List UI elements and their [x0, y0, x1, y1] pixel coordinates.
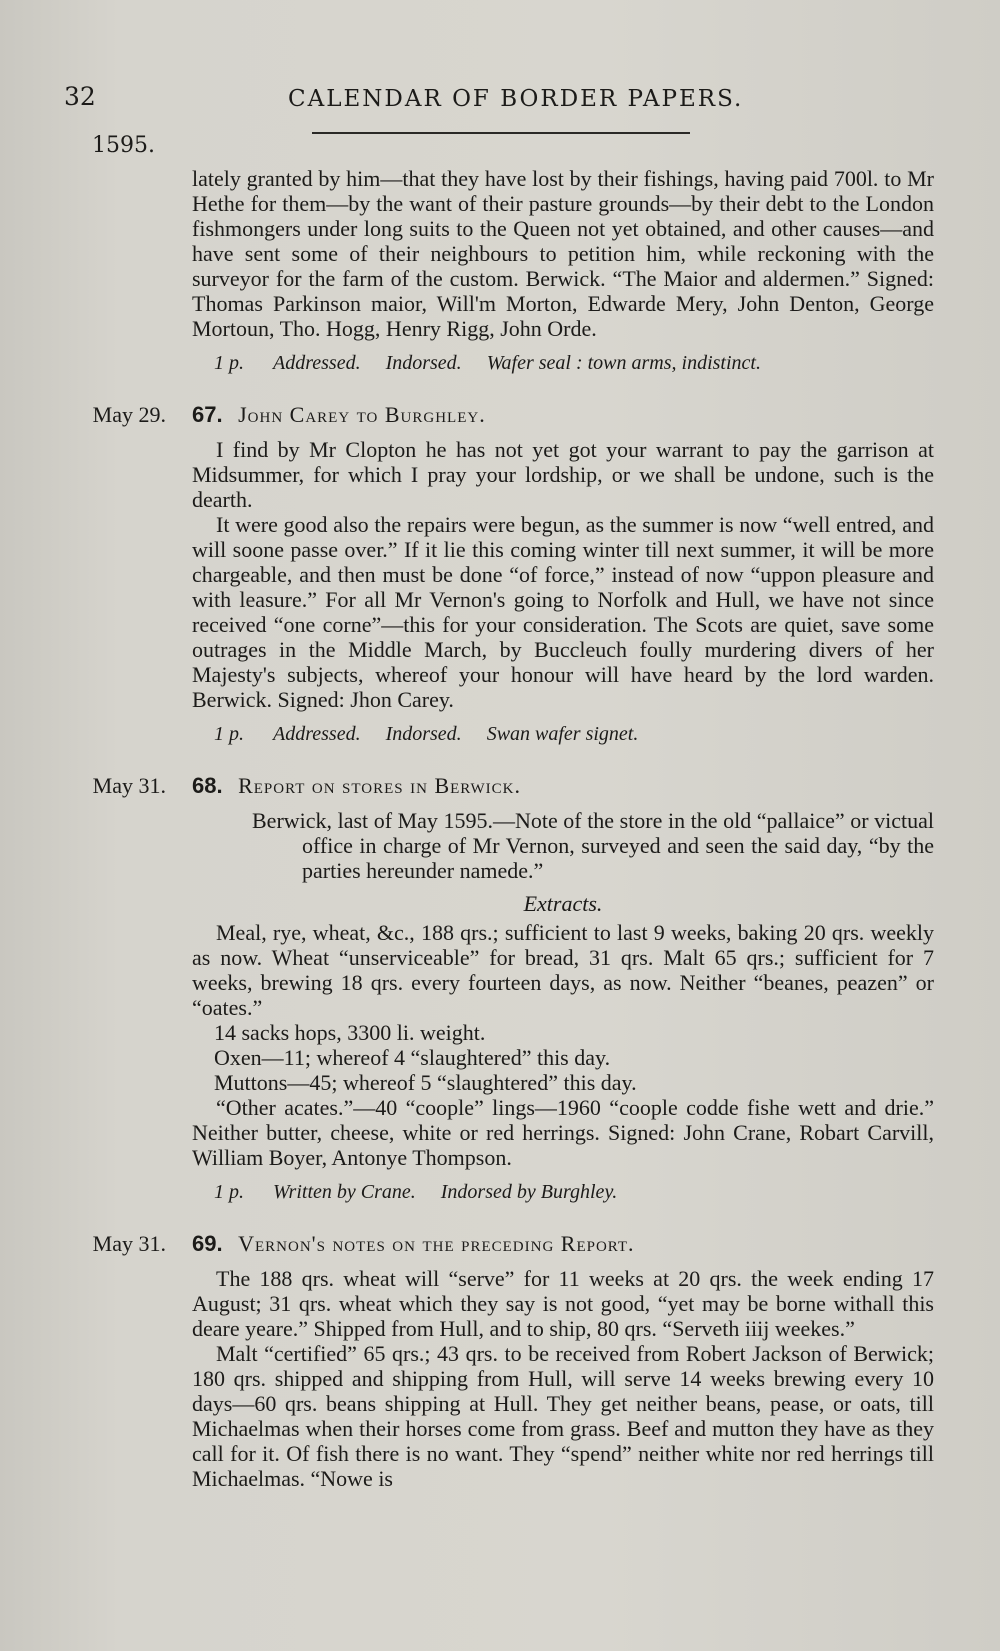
note-item: Indorsed.: [385, 352, 462, 374]
note-item: Swan wafer signet.: [486, 723, 639, 745]
entry-title: Vernon's notes on the preceding Report.: [238, 1231, 635, 1256]
note-item: Indorsed.: [385, 723, 462, 745]
note-item: Addressed.: [273, 352, 361, 374]
calendar-entry: [92, 402, 934, 747]
continuation-paragraph: lately granted by him—that they have lost by their fishings, having paid 700l. to Mr Hethe for them—by the want of their pasture grounds—by their debt to the London fishmongers under long suits to the Queen not yet obtained, and other causes—and have sent some of their neighbours to petition him, while reckoning with the surveyor for the farm of the custom. Berwick. “The Maior and aldermen.” Signed: Thomas Parkinson maior, Will'm Morton, Edwarde Mery, John Denton, George Mortoun, Tho. Hogg, Henry Rigg, John Orde.: [192, 166, 934, 341]
entry-number: 68.: [192, 773, 223, 798]
entry-paragraph: “Other acates.”—40 “coople” lings—1960 “coople codde fishe wett and drie.” Neither butter, cheese, white or red herrings. Signed: John Crane, Robart Carvill, William Boyer, Antonye Thompson.: [192, 1095, 934, 1170]
note-item: Indorsed by Burghley.: [440, 1181, 618, 1203]
inventory-line: 14 sacks hops, 3300 li. weight.: [214, 1020, 486, 1045]
calendar-entry: [92, 1231, 934, 1491]
inventory-line: Muttons—45; whereof 5 “slaughtered” this day.: [214, 1070, 637, 1095]
entry-paragraph: The 188 qrs. wheat will “serve” for 11 weeks at 20 qrs. the week ending 17 August; 31 qrs. wheat which they say is not good, “yet may be borne withall this deare yeare.” Shipped from Hull, and to ship, 80 qrs. “Serveth iiij weekes.”: [192, 1266, 934, 1341]
entry-title: Report on stores in Berwick.: [238, 773, 521, 798]
entry-date: May 31.: [92, 773, 166, 798]
document-note: [214, 1180, 934, 1205]
entry-paragraph: It were good also the repairs were begun, as the summer is now “well entred, and will soone passe over.” If it lie this coming winter till next summer, it will be more chargeable, and then must be done “of force,” instead of now “uppon pleasure and with leasure.” For all Mr Vernon's going to Norfolk and Hull, we have not since received “one corne”—this for your consideration. The Scots are quiet, save some outrages in the Middle March, by Buccleuch foully murdering divers of her Majesty's subjects, whereof your honour will have heard by the lord warden. Berwick. Signed: Jhon Carey.: [192, 512, 934, 712]
note-item: Addressed.: [273, 723, 361, 745]
entry-paragraph: Malt “certified” 65 qrs.; 43 qrs. to be received from Robert Jackson of Berwick; 180 qrs. shipped and shipping from Hull, will serve 14 weeks brewing every 10 days—60 qrs. beans shipping at Hull. They get neither beans, pease, or oats, till Michaelmas when their horses come from grass. Beef and mutton they have as they call for it. Of fish there is no want. They “spend” neither white nor red herrings till Michaelmas. “Nowe is: [192, 1341, 934, 1491]
document-note: [214, 351, 934, 376]
entry-paragraph: Meal, rye, wheat, &c., 188 qrs.; sufficient to last 9 weeks, baking 20 qrs. weekly as now. Wheat “unserviceable” for bread, 31 qrs. Malt 65 qrs.; sufficient for 7 weeks, brewing 18 qrs. every fourteen days, as now. Neither “beanes, peazen” or “oates.”: [192, 920, 934, 1020]
inventory-line: Oxen—11; whereof 4 “slaughtered” this day.: [214, 1045, 611, 1070]
page-header: [58, 82, 940, 122]
document-note: [214, 722, 934, 747]
entry-number: 69.: [192, 1231, 223, 1256]
note-pages: 1 p.: [214, 723, 244, 745]
page-number: 32: [64, 82, 96, 111]
calendar-entry: [92, 773, 934, 1205]
entry-heading: [192, 1231, 934, 1256]
header-rule: [312, 132, 690, 134]
note-item: Written by Crane.: [273, 1181, 416, 1203]
entry-title: John Carey to Burghley.: [238, 402, 486, 427]
note-item: Wafer seal : town arms, indistinct.: [486, 352, 761, 374]
entry-heading: [192, 402, 934, 427]
margin-year: 1595.: [92, 133, 155, 158]
entry-date: May 31.: [92, 1231, 166, 1256]
running-head: CALENDAR OF BORDER PAPERS.: [288, 86, 744, 112]
entry-paragraph: I find by Mr Clopton he has not yet got your warrant to pay the garrison at Midsummer, for which I pray your lordship, or we shall be undone, such is the dearth.: [192, 437, 934, 512]
note-pages: 1 p.: [214, 1181, 244, 1203]
entry-date: May 29.: [92, 402, 166, 427]
entry-heading: [192, 773, 934, 798]
note-pages: 1 p.: [214, 352, 244, 374]
entry-intro: Berwick, last of May 1595.—Note of the store in the old “pallaice” or victual office in charge of Mr Vernon, surveyed and seen the said day, “by the parties hereunder namede.”: [252, 808, 934, 883]
entry-number: 67.: [192, 402, 223, 427]
extracts-label: Extracts.: [523, 891, 603, 916]
page-body: [92, 166, 934, 1491]
